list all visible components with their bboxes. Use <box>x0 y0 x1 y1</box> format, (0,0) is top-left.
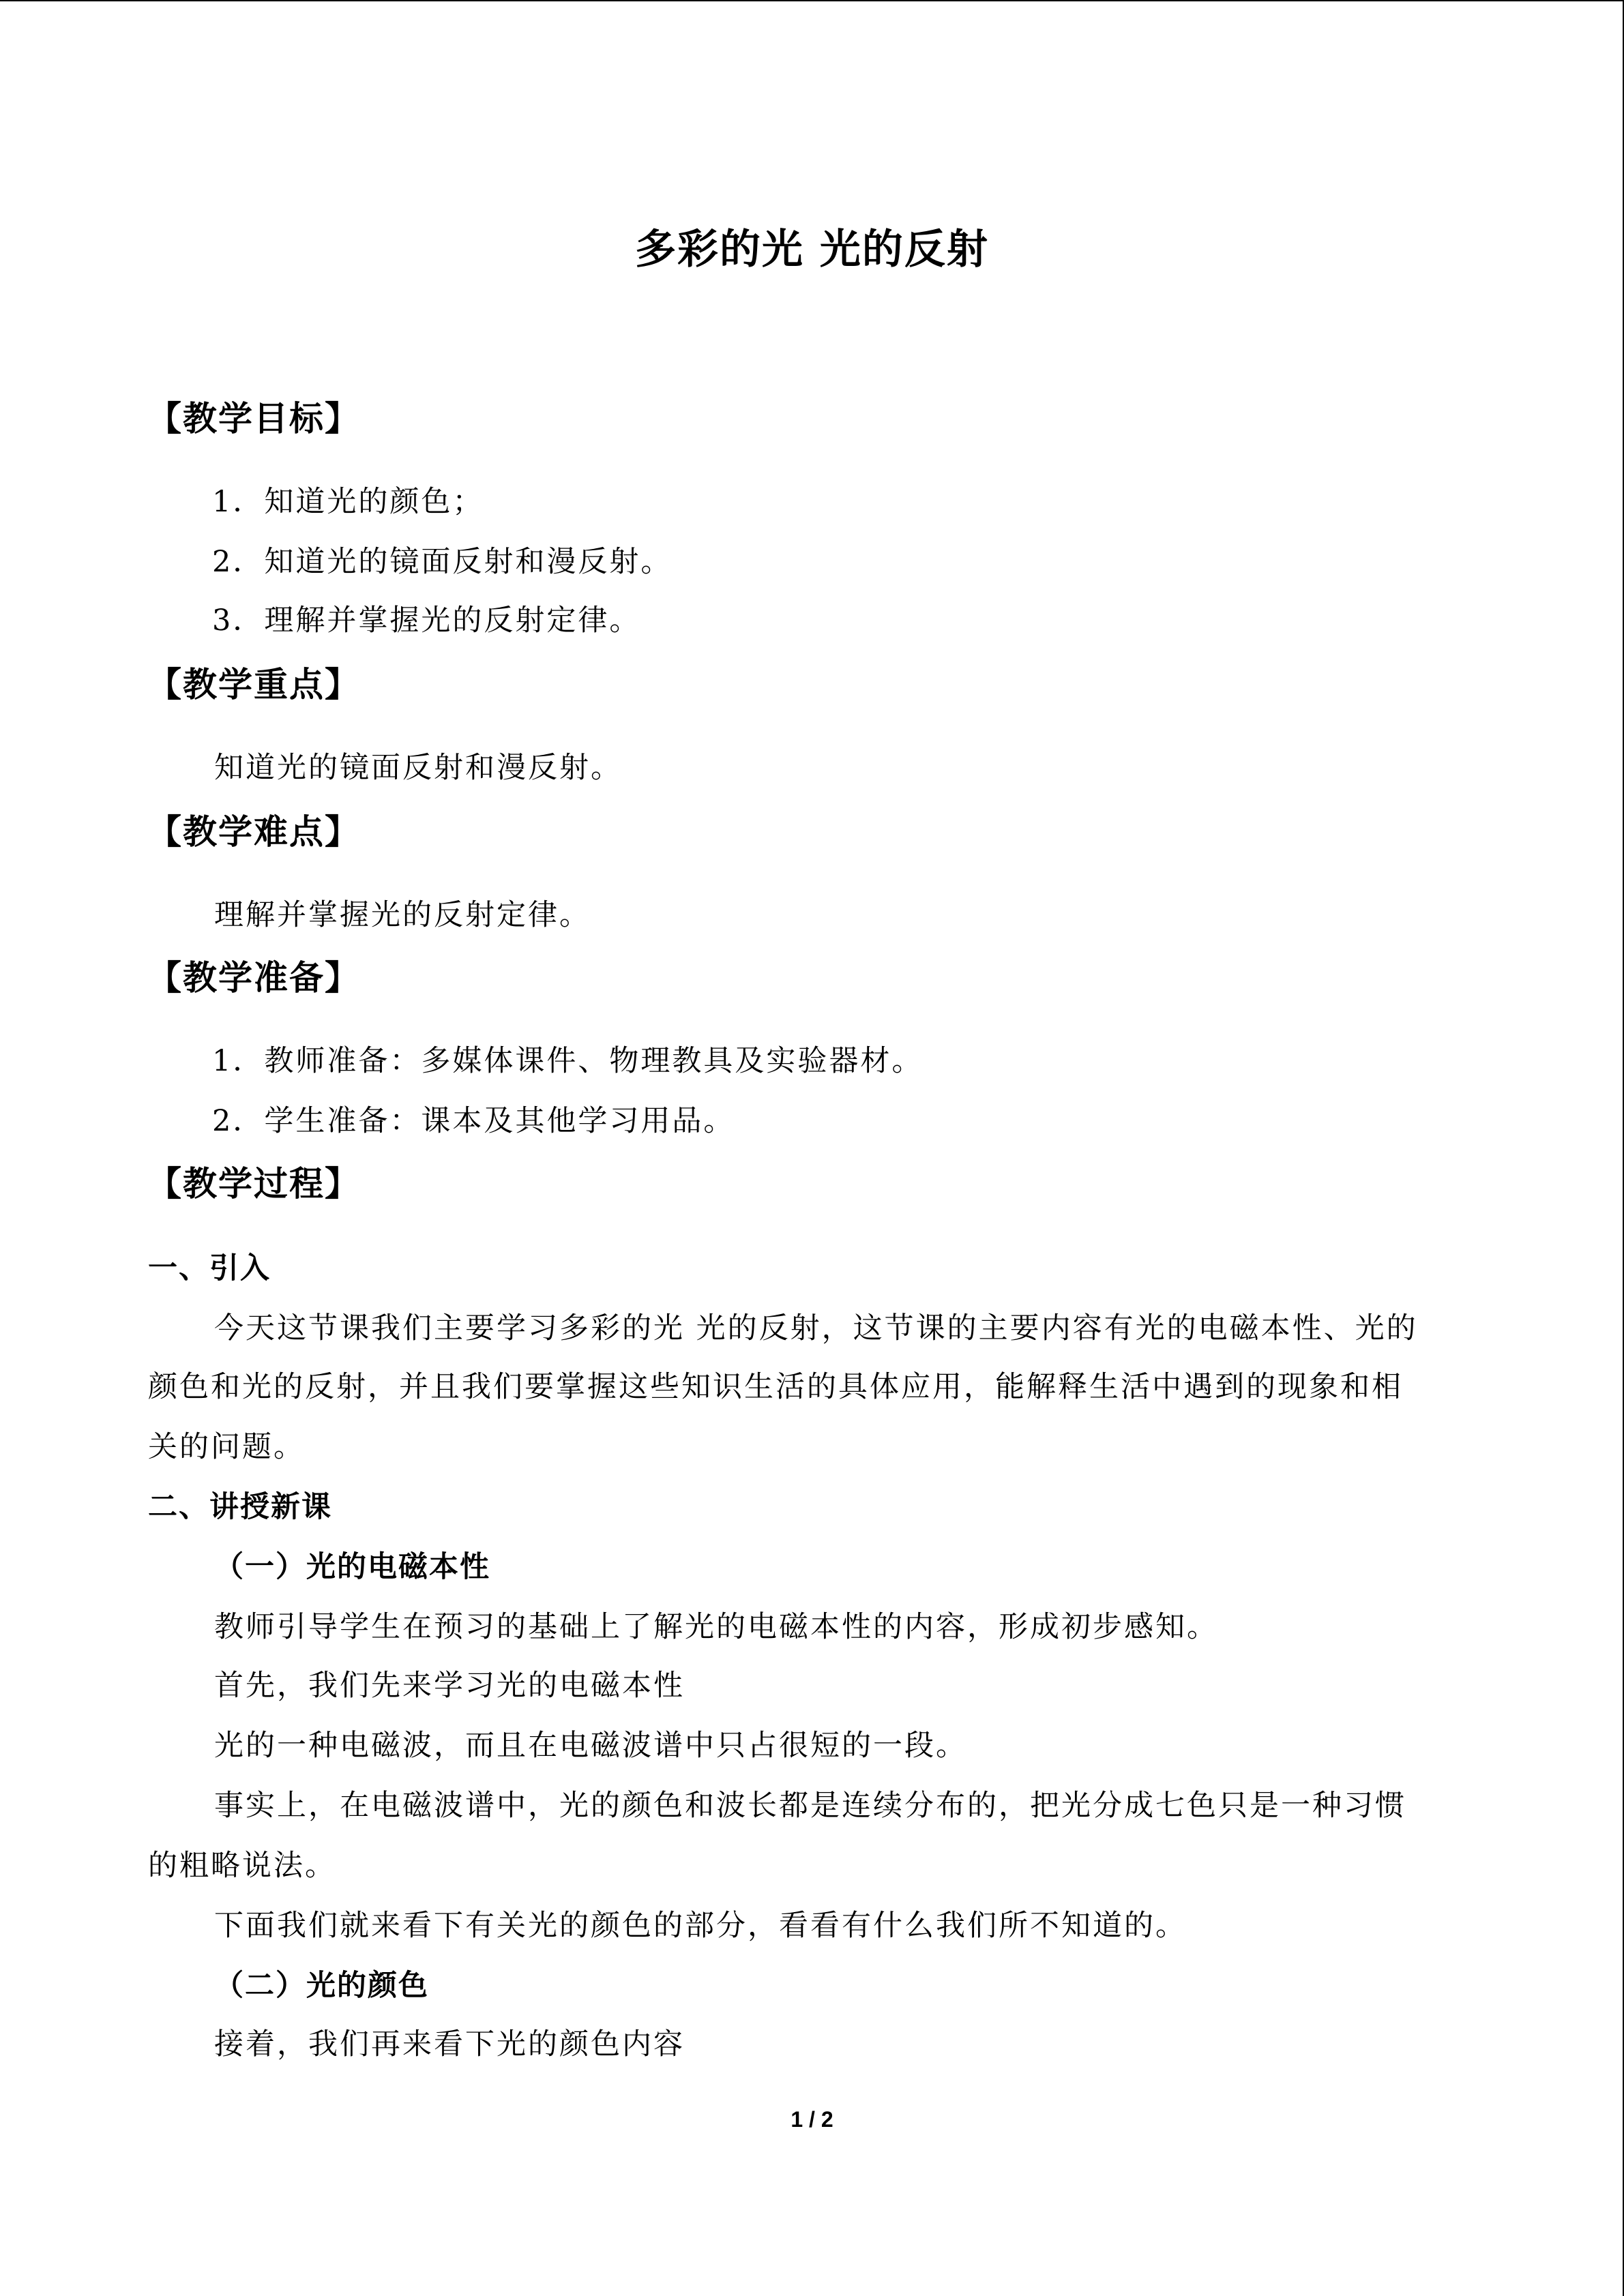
document-title: 多彩的光 光的反射 <box>635 226 989 273</box>
objective-item-3: 3．理解并掌握光的反射定律。 <box>212 603 641 638</box>
sub1-paragraph-4-line-1: 事实上，在电磁波谱中，光的颜色和波长都是连续分布的，把光分成七色只是一种习惯 <box>214 1789 1406 1823</box>
heading-process: 【教学过程】 <box>147 1164 360 1204</box>
preparation-item-2: 2．学生准备：课本及其他学习用品。 <box>212 1104 735 1138</box>
intro-line-1: 今天这节课我们主要学习多彩的光 光的反射，这节课的主要内容有光的电磁本性、光的 <box>214 1311 1418 1345</box>
heading-objectives: 【教学目标】 <box>147 399 360 438</box>
page-number: 1 / 2 <box>791 2107 833 2132</box>
sub2-paragraph-1: 接着，我们再来看下光的颜色内容 <box>214 2027 685 2061</box>
intro-line-3: 关的问题。 <box>148 1430 305 1464</box>
section-intro-title: 一、引入 <box>148 1251 271 1285</box>
preparation-item-1: 1．教师准备：多媒体课件、物理教具及实验器材。 <box>212 1044 924 1078</box>
heading-difficulties: 【教学难点】 <box>147 812 360 852</box>
sub1-paragraph-3: 光的一种电磁波，而且在电磁波谱中只占很短的一段。 <box>214 1729 967 1763</box>
sub1-paragraph-1: 教师引导学生在预习的基础上了解光的电磁本性的内容，形成初步感知。 <box>214 1610 1218 1644</box>
sub1-paragraph-4-line-2: 的粗略说法。 <box>148 1849 336 1883</box>
objective-item-1: 1．知道光的颜色； <box>212 485 484 519</box>
subsection-1-title: （一）光的电磁本性 <box>214 1550 490 1584</box>
section-new-lesson-title: 二、讲授新课 <box>148 1490 332 1524</box>
sub1-paragraph-5: 下面我们就来看下有关光的颜色的部分，看看有什么我们所不知道的。 <box>214 1909 1187 1943</box>
intro-line-2: 颜色和光的反射，并且我们要掌握这些知识生活的具体应用，能解释生活中遇到的现象和相 <box>148 1370 1403 1404</box>
key-points-text: 知道光的镜面反射和漫反射。 <box>214 751 622 785</box>
subsection-2-title: （二）光的颜色 <box>214 1969 429 2003</box>
heading-key-points: 【教学重点】 <box>147 665 360 704</box>
objective-item-2: 2．知道光的镜面反射和漫反射。 <box>212 545 673 579</box>
heading-preparation: 【教学准备】 <box>147 958 360 998</box>
difficulties-text: 理解并掌握光的反射定律。 <box>214 898 591 932</box>
sub1-paragraph-2: 首先，我们先来学习光的电磁本性 <box>214 1669 685 1703</box>
